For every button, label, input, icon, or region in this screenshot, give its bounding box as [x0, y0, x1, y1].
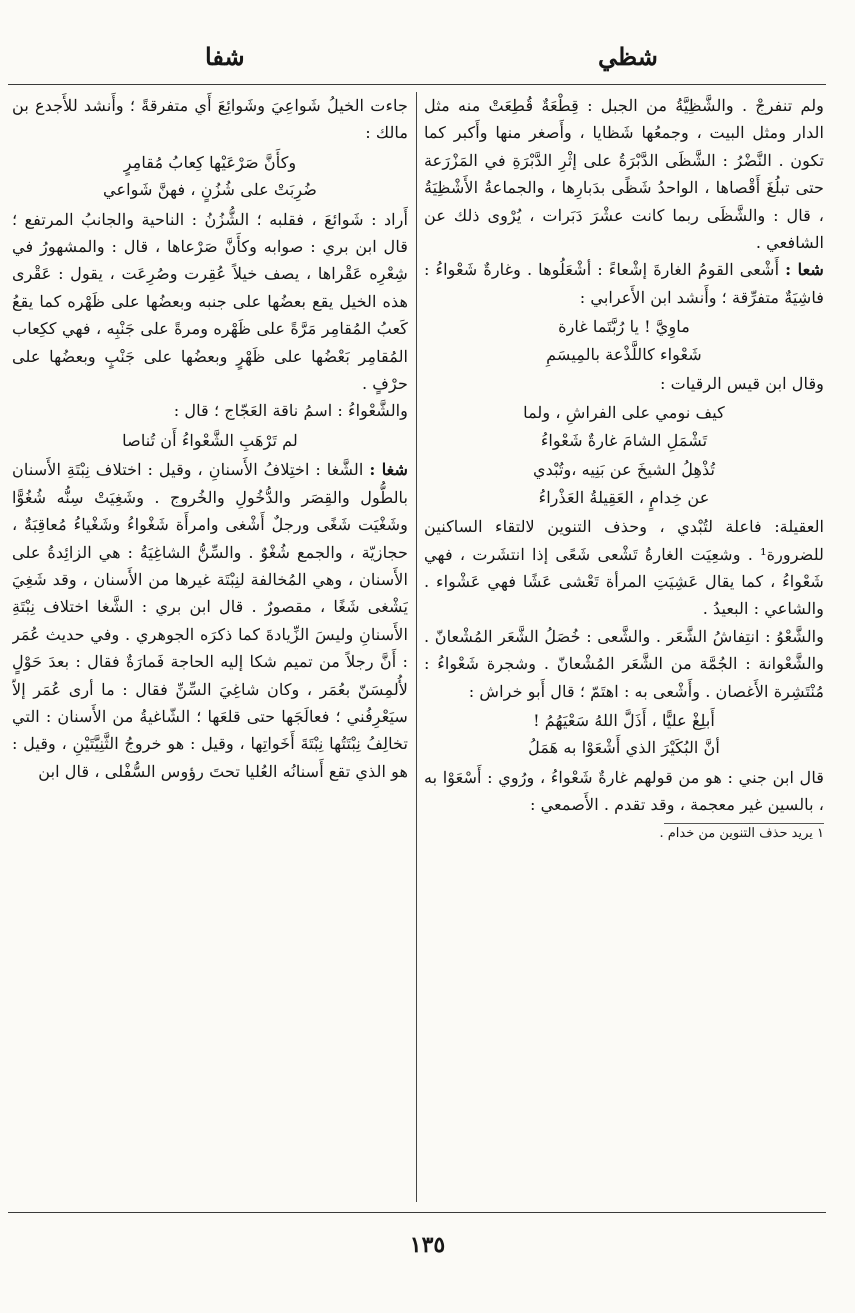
footnote: ١ يريد حذف التنوين من خدام . — [659, 825, 824, 841]
verse-line: لم تَرْهَبِ الشَّعْواءُ أَن تُناصا — [122, 430, 298, 450]
verse-line: تَشْمَلِ الشامَ غارةٌ شَعْواءُ — [540, 430, 708, 450]
entry-text: والشَّعْوُ : انتِفاشُ الشَّعَر . والشَّعى : خُصَلُ الشَّعَر المُشْعانّ . والشَّعْوانة : الجُمَّة من الشَّعَر المُشْعانّ . وشجرة شَعْواءُ : مُنْتَشِرة الأَغصان . وأَشْعى به : اهتَمّ ؛ قال أَبو خراش : — [424, 626, 824, 701]
entry-text: العقيلة: فاعلة لتُبْدي ، وحذف التنوين لالتقاء الساكنين للضرورة¹ . وشعِيَت الغارةُ تَشْعى شَعًى إذا انتشَرت ، فهي شَعْواءُ ، كما يقال عَشِيَتِ المرأة تَعْشى عَشًا فهي عَشْواء . والشاعي : البعيدُ . — [424, 517, 824, 619]
verse-line: عن خِدامٍ ، العَقِيلةُ العَذْراءُ — [538, 487, 710, 507]
entry-text: جاءت الخيلُ شَواعِيَ وشَوائِعَ أَي متفرقةً ؛ وأَنشد للأَجدع بن مالك : — [12, 96, 408, 143]
left-column — [12, 92, 408, 1202]
header-rule — [8, 84, 826, 85]
verse — [12, 149, 408, 204]
verse — [424, 313, 824, 368]
entry-shagha — [12, 456, 408, 785]
verse-line: وكأَنَّ صَرْعَيْها كِعابُ مُقامِرٍ — [123, 152, 297, 172]
verse-line: تُذْهِلُ الشيخَ عن بَنِيه ،وتُبْدي — [532, 460, 716, 480]
entry-text: أَراد : شَوائعَ ، فقلبه ؛ الشُّزُنُ : الناحية والجانبُ المرتفع ؛ قال ابن بري : صوابه وكأَنَّ صَرْعاها ، قال : والمشهورُ في شِعْرِه عَقْراها ، يصف خيلاً عُقِرت وصُرِعَت ، يقول : عَقْرى هذه الخيل يقع بعضُها على جنبه وبعضُها على ظَهْره كما يقعُ كَعبُ المُقامِر مَرَّةً على ظَهْره ومرةً على جَنْبِه ، فهي ككِعاب المُقامِر بَعْضُها على ظَهْرٍ وبعضُها على جَنْبٍ وبعضُها على حرْفٍ . — [12, 209, 408, 394]
verse — [424, 707, 824, 762]
entry-headword: شغا : — [369, 460, 408, 480]
verse-line: كيف نومي على الفراشِ ، ولما — [523, 403, 725, 423]
entry-text: أَشْعى القومُ الغارةَ إشْعاءً : أشْعَلُوها . وغارةٌ شَعْواءُ : فاشِيَةٌ متفرِّقة ؛ وأَنشد ابن الأَعرابي : — [424, 260, 824, 307]
verse-line: ماوِيَّ ! يا رُبَّتَما غارة — [558, 317, 690, 337]
verse-line: أنَّ البُكَيْرَ الذي أَشْعَوْا به هَمَلُ — [528, 738, 720, 758]
right-column — [424, 92, 824, 1202]
verse-line: شَعْواء كاللَّذْعة بالمِيسَمِ — [546, 344, 702, 364]
verse — [12, 427, 408, 454]
entry-text: والشَّعْواءُ : اسمُ ناقة العَجّاج ؛ قال : — [173, 401, 408, 421]
verse-line: ضُرِبَتْ على شُزُنٍ ، فهنَّ شَواعي — [102, 180, 318, 200]
column-divider — [416, 92, 417, 1202]
verse — [424, 399, 824, 454]
verse-line: أَبلِغْ عليًّا ، أَذَلَّ اللهُ سَعْيَهُمُ ! — [533, 710, 715, 730]
entry-text: قال ابن جني : هو من قولهم غارةٌ شَعْواءُ ، ورُوي : أَسْعَوْا به ، بالسين غير معجمة ، وقد تقدم . الأَصمعي : — [424, 767, 824, 815]
page-number: ١٣٥ — [409, 1232, 446, 1258]
entry-headword: شعا : — [785, 260, 824, 280]
page-header — [0, 38, 855, 78]
footer-rule — [8, 1212, 826, 1213]
entry-text: الشَّغا : اختِلافُ الأَسنانِ ، وقيل : اختلاف نِبْتَةِ الأَسنان بالطُّول والقِصَر والدُّخُولِ والخُروج . وشَغِيَتْ سِنُّه شُغُوًّا وشَغْيَت شَغًى ورجلٌ أَشْغى وامرأَة شَغْواءُ وشَغْياءُ مُعاقِبَةٌ ، حجازيّة ، والجمع شُغْوٌ . والسِّنُّ الشاغِيَةُ : هي الزائِدةُ على الأَسنان ، وهي المُخالفة لنِبْتَة غيرها من الأَسنان ، وقد شَغِيَ يَشْغى شَغًا ، مقصورٌ . قال ابن بري : الشَّغا اختلاف نِبْتَةِ الأَسنانِ وليسَ الزِّيادةَ كما ذكرَه الجوهري . وفي حديث عُمَر : أَنَّ رجلاً من تميم شكا إليه الحاجة فَمارَةٌ فقال : بعدَ حَوْلٍ لأُلمِسَنّ بعُمَر ، وكان شاغِيَ السِّنِّ فقال : ما أرى عُمَر إلاّ سيَعْرِفُني ؛ فعالَجَها حتى قلعَها ؛ الشّاغيةُ من الأَسنان : التي تخالِفُ نِبْتَتُها نِبْتَةَ أَخَواتِها ، وقيل : هو خروجُ الثَّنِيَّتَيْنِ ، وقيل : هو الذي تقع أَسنانُه العُليا تحتَ رؤوس السُّفْلى ، قال ابن — [12, 460, 408, 781]
header-left-word: شفا — [205, 42, 245, 71]
entry-text: ولم تنفرجْ . والشَّظِيَّةُ من الجبل : قِطْعَةٌ قُطِعَتْ منه مثل الدار ومثل البيت ، وجمعُها شَظايا ، وأَصغر منها وأَكبر كما تكون . النَّضْرُ : الشَّظَى الدَّبْرَةُ على إثْرِ الدَّبْرَةِ في المَزْرَعة حتى تبلُغَ أَقْصاها ، الواحدُ شَظًى بدَبارِها ، والجماعةُ الأَشْظِيَةُ ، قال : والشَّظَى ربما كانت عشْرَ دَبَرات ، يُرْوى ذلك عن الشافعي . — [424, 96, 824, 253]
header-right-word: شظي — [598, 42, 658, 71]
entry-shaa — [424, 256, 824, 311]
entry-text: وقال ابن قيس الرقيات : — [659, 374, 824, 394]
verse — [424, 456, 824, 511]
